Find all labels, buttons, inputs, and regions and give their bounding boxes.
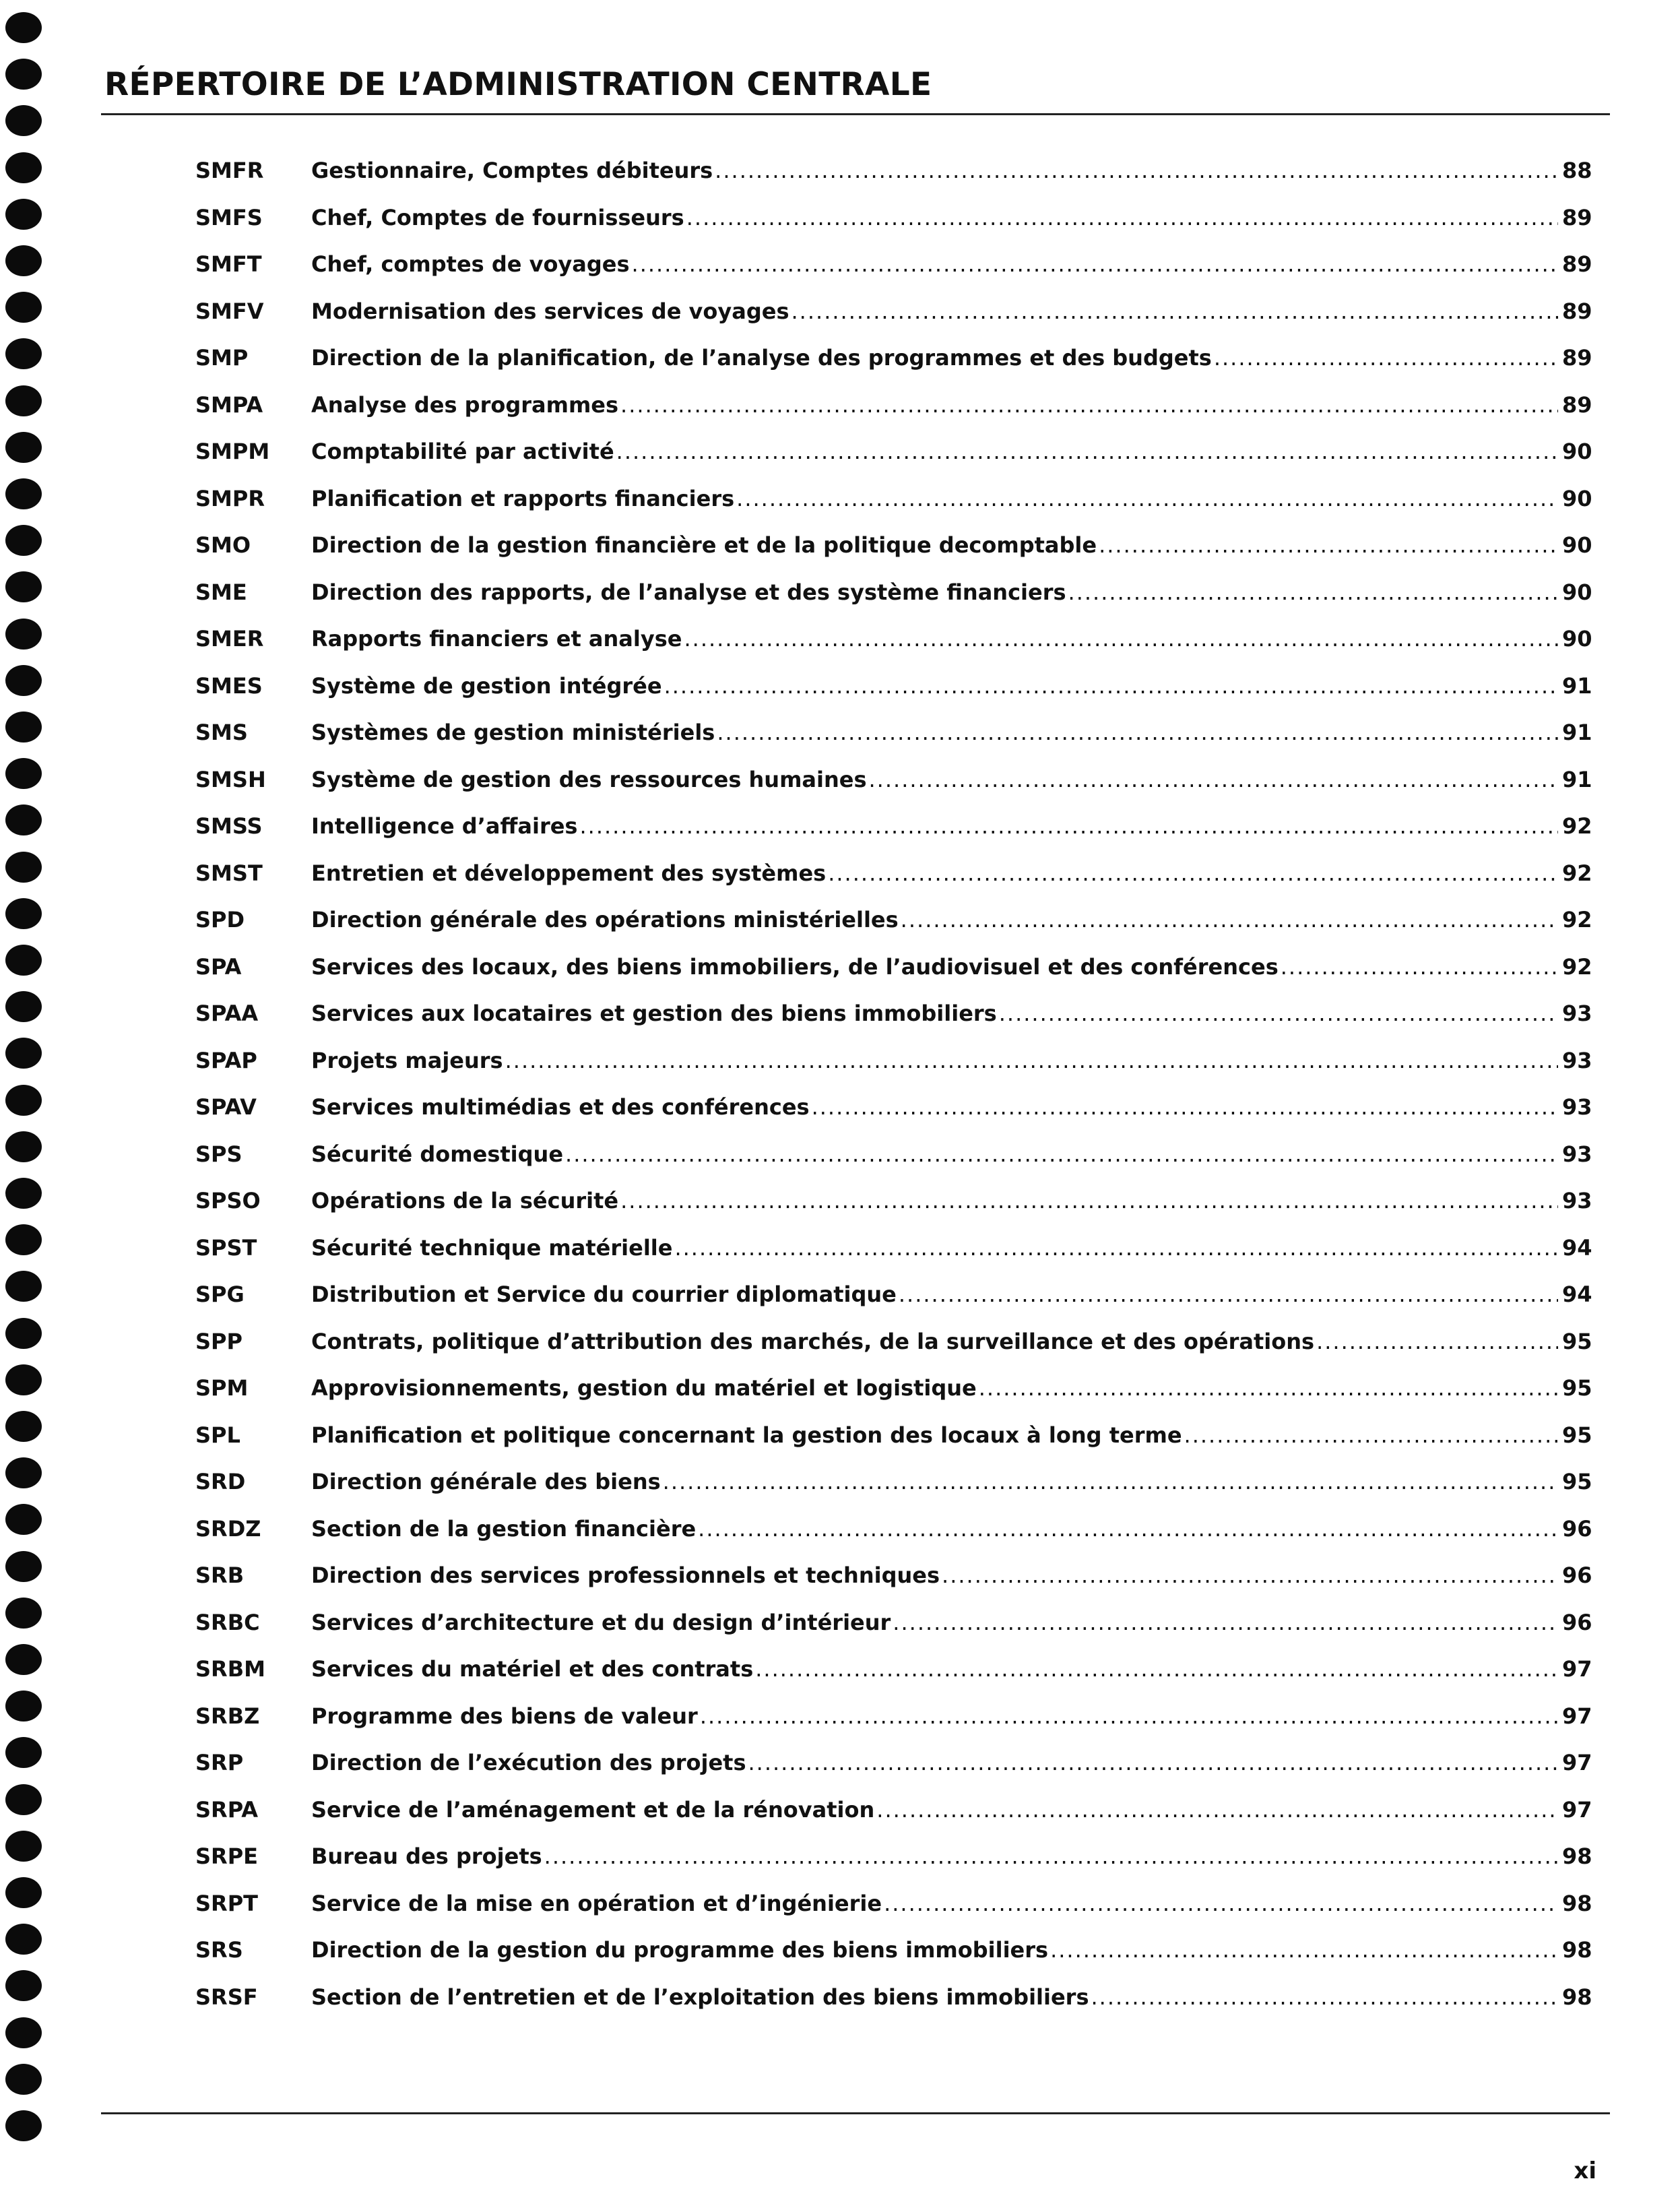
entry-page-number: 92 <box>1558 902 1586 938</box>
entry-page-number: 97 <box>1558 1651 1586 1687</box>
entry-label-wrap <box>311 1792 1570 1828</box>
entry-label-wrap <box>311 855 1570 891</box>
binder-hole <box>5 59 42 90</box>
entry-code: SPD <box>195 907 245 933</box>
directory-entry <box>0 433 1680 470</box>
entry-label: Analyse des programmes <box>311 392 619 418</box>
directory-entry <box>0 340 1680 376</box>
entry-code: SMPM <box>195 439 270 464</box>
entry-code: SRBC <box>195 1610 260 1635</box>
entry-code: SRSF <box>195 1984 258 2010</box>
directory-entry <box>0 1979 1680 2015</box>
entry-label: Services multimédias et des conférences <box>311 1094 810 1120</box>
entry-label-wrap <box>311 1604 1570 1641</box>
entry-code: SRPE <box>195 1843 258 1869</box>
entry-label-wrap <box>311 387 1570 423</box>
entry-page-number: 93 <box>1558 1089 1586 1125</box>
binder-hole <box>5 105 42 136</box>
entry-label: Distribution et Service du courrier diplomatique <box>311 1282 897 1307</box>
entry-label-wrap <box>311 1276 1570 1313</box>
directory-entry <box>0 1885 1680 1922</box>
entry-label-wrap <box>311 902 1570 938</box>
entry-label-wrap <box>311 995 1570 1032</box>
entry-code: SPAV <box>195 1094 257 1120</box>
entry-label-wrap <box>311 527 1570 563</box>
entry-label-wrap <box>311 1979 1570 2015</box>
entry-page-number: 89 <box>1558 387 1586 423</box>
entry-page-number: 97 <box>1558 1792 1586 1828</box>
entry-label-wrap <box>311 714 1570 751</box>
directory-entry <box>0 480 1680 517</box>
entry-code: SRPT <box>195 1891 258 1916</box>
entry-page-number: 96 <box>1558 1557 1586 1593</box>
entry-page-number: 91 <box>1558 761 1586 798</box>
directory-entry <box>0 1042 1680 1079</box>
entry-code: SPP <box>195 1329 243 1354</box>
entry-label: Chef, comptes de voyages <box>311 251 630 277</box>
binder-hole <box>5 12 42 43</box>
entry-label: Services aux locataires et gestion des biens immobiliers <box>311 1001 997 1026</box>
entry-label: Opérations de la sécurité <box>311 1188 619 1213</box>
entry-label-wrap <box>311 808 1570 844</box>
directory-entry <box>0 621 1680 657</box>
entry-label: Chef, Comptes de fournisseurs <box>311 205 684 230</box>
entry-code: SMP <box>195 345 249 371</box>
entry-label: Sécurité domestique <box>311 1141 564 1167</box>
page-title: RÉPERTOIRE DE L’ADMINISTRATION CENTRALE <box>104 66 932 103</box>
footer-divider <box>101 2112 1610 2114</box>
entry-label: Direction générale des biens <box>311 1469 661 1494</box>
entry-page-number: 93 <box>1558 1042 1586 1079</box>
directory-entry <box>0 668 1680 704</box>
entry-label-wrap <box>311 293 1570 329</box>
entry-label-wrap <box>311 433 1570 470</box>
entry-label: Modernisation des services de voyages <box>311 298 789 324</box>
entry-label-wrap <box>311 1651 1570 1687</box>
entry-page-number: 96 <box>1558 1604 1586 1641</box>
entry-code: SRBM <box>195 1656 265 1682</box>
entry-page-number: 90 <box>1558 621 1586 657</box>
directory-entry <box>0 1838 1680 1874</box>
binder-hole <box>5 2110 42 2141</box>
entry-label-wrap <box>311 621 1570 657</box>
entry-code: SPS <box>195 1141 243 1167</box>
entry-code: SPST <box>195 1235 257 1261</box>
entry-code: SRPA <box>195 1797 258 1823</box>
entry-code: SPL <box>195 1422 240 1448</box>
entry-label: Systèmes de gestion ministériels <box>311 720 715 745</box>
entry-code: SMSH <box>195 767 266 792</box>
page-number: xi <box>1574 2157 1596 2184</box>
entry-code: SMFV <box>195 298 264 324</box>
entry-page-number: 94 <box>1558 1230 1586 1266</box>
entry-label-wrap <box>311 761 1570 798</box>
entry-label-wrap <box>311 1417 1570 1453</box>
entry-code: SMFT <box>195 251 262 277</box>
directory-entry <box>0 574 1680 610</box>
directory-entry <box>0 387 1680 423</box>
directory-entry <box>0 1230 1680 1266</box>
entry-label: Contrats, politique d’attribution des marchés, de la surveillance et des opérations <box>311 1329 1315 1354</box>
entry-label-wrap <box>311 199 1570 236</box>
entry-label: Intelligence d’affaires <box>311 813 578 839</box>
entry-page-number: 90 <box>1558 574 1586 610</box>
entry-page-number: 90 <box>1558 433 1586 470</box>
entry-label-wrap <box>311 480 1570 517</box>
entry-label: Direction de l’exécution des projets <box>311 1750 746 1775</box>
entry-label-wrap <box>311 1838 1570 1874</box>
entry-code: SRS <box>195 1937 243 1963</box>
entry-label: Projets majeurs <box>311 1048 503 1073</box>
entry-page-number: 89 <box>1558 199 1586 236</box>
directory-entry <box>0 1604 1680 1641</box>
directory-entry <box>0 1698 1680 1734</box>
directory-entry <box>0 1323 1680 1360</box>
entry-code: SMSS <box>195 813 263 839</box>
entry-label: Système de gestion intégrée <box>311 673 662 699</box>
directory-entry <box>0 1792 1680 1828</box>
entry-label: Approvisionnements, gestion du matériel et logistique <box>311 1375 977 1401</box>
directory-entry <box>0 1932 1680 1968</box>
entry-label: Planification et politique concernant la gestion des locaux à long terme <box>311 1422 1182 1448</box>
entry-code: SPM <box>195 1375 249 1401</box>
directory-entry <box>0 152 1680 189</box>
entry-label: Direction des rapports, de l’analyse et des système financiers <box>311 579 1066 605</box>
entry-page-number: 91 <box>1558 714 1586 751</box>
entry-code: SMFR <box>195 158 264 183</box>
entry-label-wrap <box>311 574 1570 610</box>
directory-entry <box>0 995 1680 1032</box>
entry-code: SMES <box>195 673 263 699</box>
entry-label-wrap <box>311 1230 1570 1266</box>
entry-label: Service de la mise en opération et d’ingénierie <box>311 1891 882 1916</box>
entry-label-wrap <box>311 1511 1570 1547</box>
entry-page-number: 98 <box>1558 1932 1586 1968</box>
entry-label-wrap <box>311 1182 1570 1219</box>
entry-page-number: 93 <box>1558 1136 1586 1172</box>
entry-label: Direction de la gestion du programme des biens immobiliers <box>311 1937 1049 1963</box>
entry-code: SPAP <box>195 1048 257 1073</box>
entry-page-number: 97 <box>1558 1698 1586 1734</box>
entry-code: SMPA <box>195 392 263 418</box>
entry-label: Sécurité technique matérielle <box>311 1235 673 1261</box>
entry-page-number: 89 <box>1558 293 1586 329</box>
binder-hole <box>5 2064 42 2095</box>
entry-label: Rapports financiers et analyse <box>311 626 682 652</box>
entry-code: SMS <box>195 720 248 745</box>
directory-entry <box>0 527 1680 563</box>
entry-label-wrap <box>311 340 1570 376</box>
entry-code: SME <box>195 579 247 605</box>
entry-label: Système de gestion des ressources humaines <box>311 767 867 792</box>
entry-page-number: 97 <box>1558 1744 1586 1781</box>
binder-hole <box>5 2017 42 2048</box>
entry-label: Section de la gestion financière <box>311 1516 697 1542</box>
entry-page-number: 93 <box>1558 995 1586 1032</box>
entry-label-wrap <box>311 1744 1570 1781</box>
entry-label: Bureau des projets <box>311 1843 542 1869</box>
entry-code: SRP <box>195 1750 244 1775</box>
directory-entry <box>0 1557 1680 1593</box>
entry-label-wrap <box>311 1557 1570 1593</box>
entry-label: Direction de la planification, de l’analyse des programmes et des budgets <box>311 345 1212 371</box>
entry-code: SRBZ <box>195 1703 260 1729</box>
entry-page-number: 89 <box>1558 246 1586 282</box>
entry-page-number: 95 <box>1558 1463 1586 1500</box>
entry-label-wrap <box>311 1463 1570 1500</box>
title-divider <box>101 113 1610 115</box>
entry-code: SMER <box>195 626 264 652</box>
entry-label: Planification et rapports financiers <box>311 486 735 511</box>
entry-page-number: 92 <box>1558 949 1586 985</box>
entry-label: Direction des services professionnels et techniques <box>311 1562 940 1588</box>
entry-label: Direction de la gestion financière et de la politique decomptable <box>311 532 1097 558</box>
entry-page-number: 90 <box>1558 527 1586 563</box>
entry-label-wrap <box>311 1089 1570 1125</box>
entry-label: Programme des biens de valeur <box>311 1703 698 1729</box>
directory-entry <box>0 808 1680 844</box>
entry-code: SPG <box>195 1282 245 1307</box>
directory-entry <box>0 1370 1680 1406</box>
entry-page-number: 98 <box>1558 1838 1586 1874</box>
entry-label-wrap <box>311 152 1570 189</box>
directory-entry <box>0 1463 1680 1500</box>
directory-entry <box>0 246 1680 282</box>
entry-page-number: 95 <box>1558 1323 1586 1360</box>
entry-label: Services d’architecture et du design d’intérieur <box>311 1610 891 1635</box>
entry-label: Comptabilité par activité <box>311 439 614 464</box>
entry-label: Entretien et développement des systèmes <box>311 860 827 886</box>
directory-entry <box>0 714 1680 751</box>
entry-page-number: 92 <box>1558 808 1586 844</box>
entry-label-wrap <box>311 1698 1570 1734</box>
entry-page-number: 98 <box>1558 1979 1586 2015</box>
directory-entry <box>0 1136 1680 1172</box>
directory-entry <box>0 1511 1680 1547</box>
directory-entry <box>0 761 1680 798</box>
entry-label-wrap <box>311 1885 1570 1922</box>
entry-label-wrap <box>311 1136 1570 1172</box>
entry-code: SRDZ <box>195 1516 261 1542</box>
entry-label-wrap <box>311 949 1570 985</box>
entry-label-wrap <box>311 1042 1570 1079</box>
entry-label: Section de l’entretien et de l’exploitation des biens immobiliers <box>311 1984 1089 2010</box>
entry-label-wrap <box>311 1370 1570 1406</box>
directory-entry <box>0 199 1680 236</box>
entry-label: Services des locaux, des biens immobiliers, de l’audiovisuel et des conférences <box>311 954 1279 980</box>
entry-page-number: 98 <box>1558 1885 1586 1922</box>
entry-page-number: 89 <box>1558 340 1586 376</box>
directory-entry <box>0 902 1680 938</box>
entry-code: SPSO <box>195 1188 261 1213</box>
entry-code: SMFS <box>195 205 263 230</box>
entry-code: SRD <box>195 1469 246 1494</box>
entry-label-wrap <box>311 246 1570 282</box>
entry-page-number: 92 <box>1558 855 1586 891</box>
directory-entry <box>0 1744 1680 1781</box>
directory-entry <box>0 1182 1680 1219</box>
entry-label: Service de l’aménagement et de la rénovation <box>311 1797 875 1823</box>
entry-label: Direction générale des opérations ministérielles <box>311 907 899 933</box>
entry-label-wrap <box>311 668 1570 704</box>
entry-page-number: 91 <box>1558 668 1586 704</box>
entry-code: SMPR <box>195 486 265 511</box>
directory-entry <box>0 1089 1680 1125</box>
directory-entry <box>0 855 1680 891</box>
entry-code: SRB <box>195 1562 245 1588</box>
directory-entry <box>0 1276 1680 1313</box>
entry-code: SPAA <box>195 1001 259 1026</box>
entry-label-wrap <box>311 1323 1570 1360</box>
entry-code: SMO <box>195 532 251 558</box>
entry-label-wrap <box>311 1932 1570 1968</box>
directory-entry <box>0 1651 1680 1687</box>
entry-page-number: 88 <box>1558 152 1586 189</box>
entry-code: SMST <box>195 860 263 886</box>
entry-page-number: 90 <box>1558 480 1586 517</box>
entry-code: SPA <box>195 954 242 980</box>
entry-label: Services du matériel et des contrats <box>311 1656 754 1682</box>
entry-label: Gestionnaire, Comptes débiteurs <box>311 158 713 183</box>
entry-page-number: 95 <box>1558 1370 1586 1406</box>
entry-page-number: 96 <box>1558 1511 1586 1547</box>
directory-entry <box>0 949 1680 985</box>
entry-page-number: 95 <box>1558 1417 1586 1453</box>
entry-page-number: 94 <box>1558 1276 1586 1313</box>
entry-page-number: 93 <box>1558 1182 1586 1219</box>
directory-entry <box>0 293 1680 329</box>
directory-entry <box>0 1417 1680 1453</box>
